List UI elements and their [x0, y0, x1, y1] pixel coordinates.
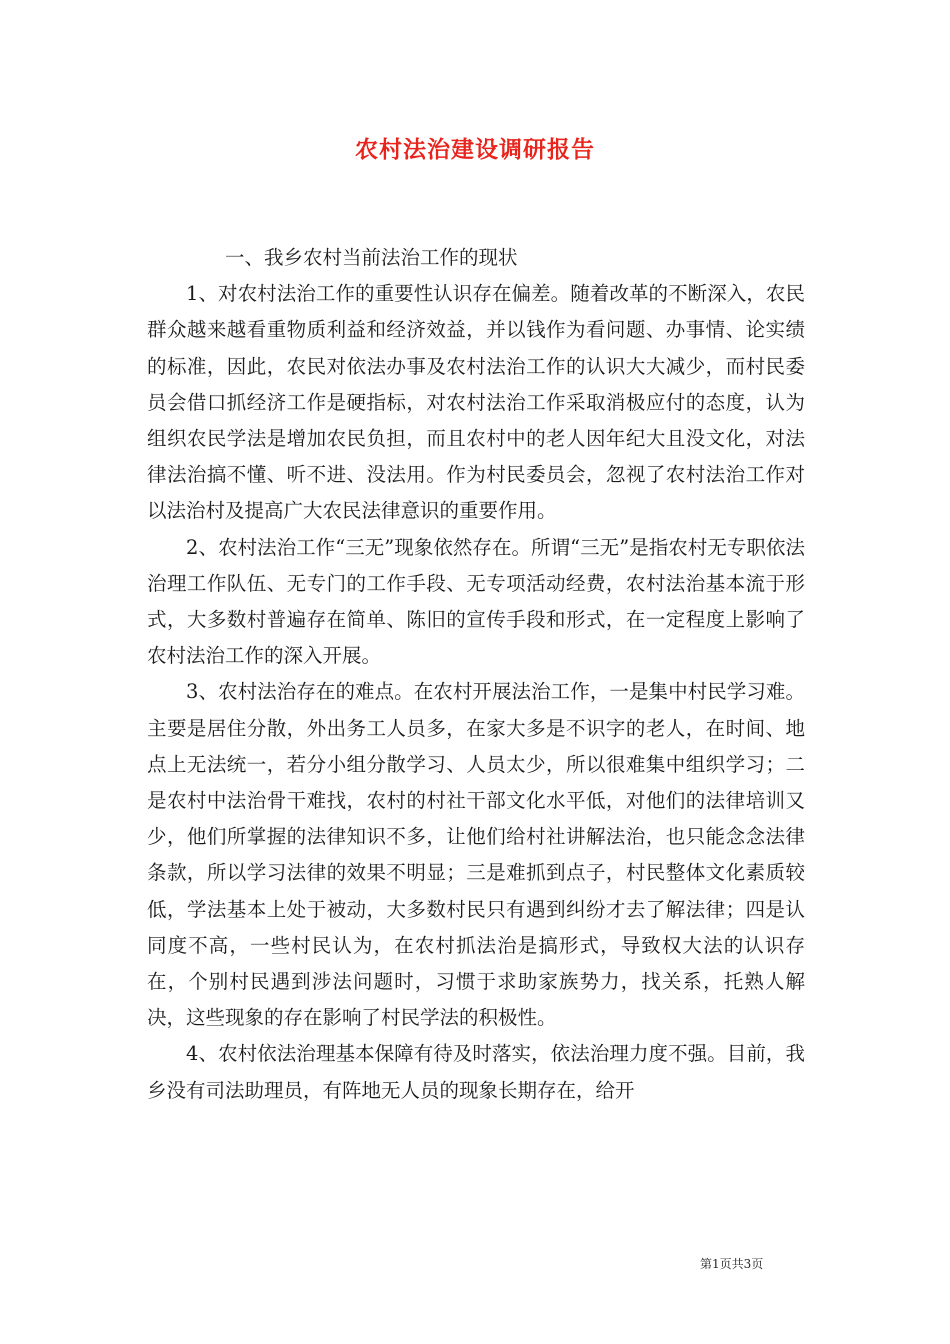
paragraph-2: 2、农村法治工作“三无”现象依然存在。所谓“三无”是指农村无专职依法治理工作队伍、无专门的工作手段、无专项活动经费，农村法治基本流于形式，大多数村普遍存在简单、陈旧的宣传手段和形式，在一定程度上影响了农村法治工作的深入开展。	[147, 535, 805, 668]
document-body	[147, 240, 805, 1109]
paragraph-4: 4、农村依法治理基本保障有待及时落实，依法治理力度不强。目前，我乡没有司法助理员，有阵地无人员的现象长期存在，给开	[147, 1042, 805, 1102]
page-number-footer: 第1页共3页	[700, 1257, 764, 1271]
paragraph-1: 1、对农村法治工作的重要性认识存在偏差。随着改革的不断深入，农民群众越来越看重物质利益和经济效益，并以钱作为看问题、办事情、论实绩的标准，因此，农民对依法办事及农村法治工作的认识大大减少，而村民委员会借口抓经济工作是硬指标，对农村法治工作采取消极应付的态度，认为组织农民学法是增加农民负担，而且农村中的老人因年纪大且没文化，对法律法治搞不懂、听不进、没法用。作为村民委员会，忽视了农村法治工作对以法治村及提高广大农民法律意识的重要作用。	[147, 282, 805, 523]
paragraph-3: 3、农村法治存在的难点。在农村开展法治工作，一是集中村民学习难。主要是居住分散，外出务工人员多，在家大多是不识字的老人，在时间、地点上无法统一，若分小组分散学习、人员太少，所以很难集中组织学习；二是农村中法治骨干难找，农村的村社干部文化水平低，对他们的法律培训又少，他们所掌握的法律知识不多，让他们给村社讲解法治，也只能念念法律条款，所以学习法律的效果不明显；三是难抓到点子，村民整体文化素质较低，学法基本上处于被动，大多数村民只有遇到纠纷才去了解法律；四是认同度不高，一些村民认为，在农村抓法治是搞形式，导致权大法的认识存在，个别村民遇到涉法问题时，习惯于求助家族势力，找关系，托熟人解决，这些现象的存在影响了村民学法的积极性。	[147, 680, 805, 1030]
section-heading: 一、我乡农村当前法治工作的现状	[225, 246, 518, 269]
page-title: 农村法治建设调研报告	[355, 136, 595, 163]
